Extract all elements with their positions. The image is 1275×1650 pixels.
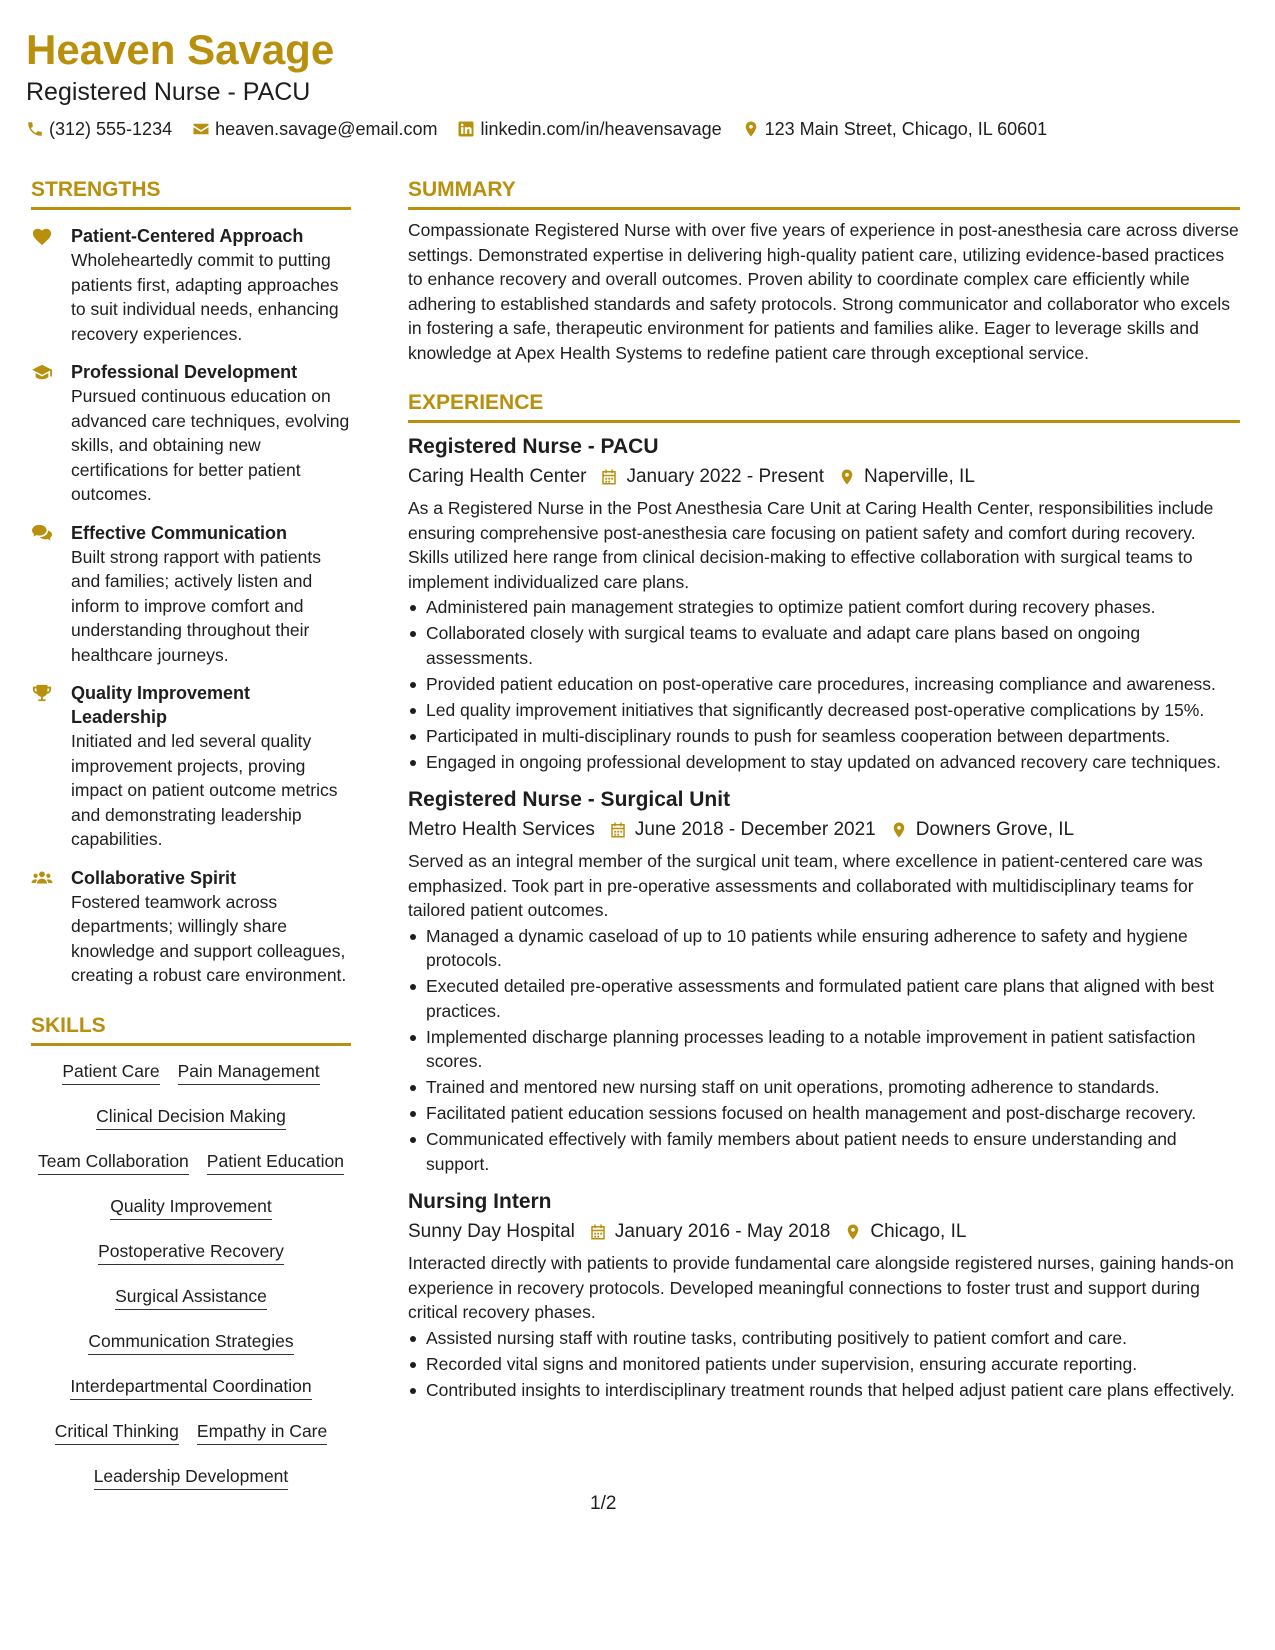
job-bullets <box>408 595 1240 774</box>
job-company: Caring Health Center <box>408 466 587 487</box>
phone-text: (312) 555-1234 <box>49 119 173 139</box>
job-title: Nursing Intern <box>408 1190 552 1213</box>
bullet-item: Provided patient education on post-operative care procedures, increasing compliance and awareness. <box>408 672 1240 697</box>
resume-header <box>26 26 1246 140</box>
job-company: Metro Health Services <box>408 819 595 840</box>
skill-tag: Critical Thinking <box>55 1420 179 1445</box>
right-column <box>408 176 1240 1404</box>
bullet-item: Collaborated closely with surgical teams to evaluate and adapt care plans based on ongoing assessments. <box>408 621 1240 670</box>
job-title: Registered Nurse - Surgical Unit <box>408 788 731 811</box>
skill-tag: Team Collaboration <box>38 1150 189 1175</box>
bullet-item: Executed detailed pre-operative assessments and formulated patient care plans that aligned with best practices. <box>408 974 1240 1023</box>
skills-list <box>31 1060 351 1490</box>
contact-linkedin <box>457 118 721 140</box>
envelope-icon <box>192 120 210 138</box>
trophy-icon <box>31 683 53 703</box>
bullet-item: Assisted nursing staff with routine tasks, contributing positively to patient comfort and care. <box>408 1326 1240 1351</box>
strength-item <box>31 224 351 346</box>
job-meta <box>408 817 1240 843</box>
bullet-item: Implemented discharge planning processes leading to a notable improvement in patient satisfaction scores. <box>408 1025 1240 1074</box>
strength-desc: Fostered teamwork across departments; willingly share knowledge and support colleagues, creating a robust care environment. <box>71 891 347 985</box>
strength-title: Effective Communication <box>71 522 288 543</box>
job-bullets <box>408 1326 1240 1403</box>
skill-tag: Leadership Development <box>94 1465 289 1490</box>
skill-tag: Clinical Decision Making <box>96 1105 286 1130</box>
job-title: Registered Nurse - PACU <box>408 435 659 458</box>
contact-address <box>742 118 1048 140</box>
job-meta <box>408 464 1240 490</box>
strength-item <box>31 866 351 988</box>
job-bullets <box>408 924 1240 1177</box>
strength-desc: Pursued continuous education on advanced care techniques, evolving skills, and obtaining new certifications for better patient outcomes. <box>71 386 350 504</box>
comments-icon <box>31 523 53 543</box>
location-pin-icon <box>844 1223 862 1241</box>
strength-title: Collaborative Spirit <box>71 867 237 888</box>
bullet-item: Trained and mentored new nursing staff on unit operations, promoting adherence to standards. <box>408 1075 1240 1100</box>
job-entry <box>408 1188 1240 1402</box>
job-description: Interacted directly with patients to provide fundamental care alongside registered nurses, gaining hands-on experience in recovery protocols. Developed meaningful connections to foster trust and support during critical recovery phases. <box>408 1253 1234 1322</box>
candidate-name: Heaven Savage <box>26 26 335 73</box>
skill-tag: Communication Strategies <box>88 1330 293 1355</box>
email-text: heaven.savage@email.com <box>215 119 438 139</box>
strength-item <box>31 521 351 668</box>
skill-tag: Postoperative Recovery <box>98 1240 284 1265</box>
skill-tag: Patient Education <box>207 1150 344 1175</box>
bullet-item: Contributed insights to interdisciplinary treatment rounds that helped adjust patient care plans effectively. <box>408 1378 1240 1403</box>
strength-desc: Initiated and led several quality improvement projects, proving impact on patient outcome metrics and demonstrating leadership capabilities. <box>71 731 338 849</box>
linkedin-text: linkedin.com/in/heavensavage <box>480 119 722 139</box>
calendar-icon <box>609 821 627 839</box>
job-company: Sunny Day Hospital <box>408 1221 575 1242</box>
calendar-icon <box>600 468 618 486</box>
location-pin-icon <box>890 821 908 839</box>
skill-tag: Quality Improvement <box>110 1195 271 1220</box>
linkedin-icon <box>457 120 475 138</box>
job-description: Served as an integral member of the surgical unit team, where excellence in patient-centered care was emphasized. Took part in pre-operative assessments and collaborated with multidisciplinary teams for tailored patient outcomes. <box>408 851 1203 920</box>
bullet-item: Managed a dynamic caseload of up to 10 patients while ensuring adherence to safety and hygiene protocols. <box>408 924 1240 973</box>
strength-desc: Built strong rapport with patients and families; actively listen and inform to improve comfort and understanding throughout their healthcare journeys. <box>71 546 321 665</box>
bullet-item: Recorded vital signs and monitored patients under supervision, ensuring accurate reporting. <box>408 1352 1240 1377</box>
skills-heading: SKILLS <box>31 1012 351 1046</box>
skill-tag: Surgical Assistance <box>115 1285 267 1310</box>
contact-bar <box>26 118 1246 140</box>
bullet-item: Participated in multi-disciplinary rounds to push for seamless cooperation between departments. <box>408 724 1240 749</box>
strength-item <box>31 681 351 852</box>
bullet-item: Communicated effectively with family members about patient needs to ensure understanding and support. <box>408 1127 1240 1176</box>
candidate-role: Registered Nurse - PACU <box>26 78 311 106</box>
job-meta <box>408 1219 1240 1245</box>
heart-icon <box>31 226 53 246</box>
skill-tag: Empathy in Care <box>197 1420 327 1445</box>
job-location: Naperville, IL <box>864 466 975 487</box>
strength-title: Professional Development <box>71 362 298 382</box>
summary-text: Compassionate Registered Nurse with over five years of experience in post-anesthesia care across diverse settings. Demonstrated expertise in delivering high-quality patient care, utilizing evidence-based practices to enhance recovery and overall outcomes. Proven ability to coordinate complex care efficiently while adhering to established standards and safety protocols. Strong communicator and collaborator who excels in fostering a safe, therapeutic environment for patients and families alike. Eager to leverage skills and knowledge at Apex Health Systems to redefine patient care through exceptional service. <box>408 220 1239 363</box>
summary-heading: SUMMARY <box>408 176 1240 210</box>
bullet-item: Administered pain management strategies to optimize patient comfort during recovery phases. <box>408 595 1240 620</box>
skill-tag: Interdepartmental Coordination <box>70 1375 311 1400</box>
address-text: 123 Main Street, Chicago, IL 60601 <box>764 119 1048 139</box>
experience-heading: EXPERIENCE <box>408 389 1240 423</box>
job-dates: January 2016 - May 2018 <box>614 1221 831 1242</box>
calendar-icon <box>589 1223 607 1241</box>
job-location: Chicago, IL <box>870 1221 967 1242</box>
strength-title: Quality Improvement Leadership <box>71 683 251 727</box>
location-pin-icon <box>742 120 760 138</box>
strength-item <box>31 360 351 507</box>
users-icon <box>31 868 53 888</box>
job-description: As a Registered Nurse in the Post Anesthesia Care Unit at Caring Health Center, responsibilities include ensuring comprehensive post-anesthesia care focusing on patient safety and comfort during recovery. Skills utilized here range from clinical decision-making to effective collaboration with surgical teams to implement individualized care plans. <box>408 498 1214 592</box>
strength-title: Patient-Centered Approach <box>71 226 304 246</box>
job-dates: January 2022 - Present <box>626 466 824 487</box>
bullet-item: Engaged in ongoing professional development to stay updated on advanced recovery care techniques. <box>408 750 1240 775</box>
left-column <box>31 176 351 1490</box>
skill-tag: Patient Care <box>62 1060 159 1085</box>
skill-tag: Pain Management <box>178 1060 320 1085</box>
bullet-item: Led quality improvement initiatives that significantly decreased post-operative complications by 15%. <box>408 698 1240 723</box>
page-number: 1/2 <box>590 1493 617 1514</box>
contact-phone <box>26 118 172 140</box>
strength-desc: Wholeheartedly commit to putting patients first, adapting approaches to suit individual needs, enhancing recovery experiences. <box>71 250 339 344</box>
phone-icon <box>26 120 44 138</box>
contact-email <box>192 118 437 140</box>
job-entry <box>408 433 1240 774</box>
job-dates: June 2018 - December 2021 <box>634 819 876 840</box>
job-location: Downers Grove, IL <box>915 819 1075 840</box>
bullet-item: Facilitated patient education sessions focused on health management and post-discharge recovery. <box>408 1101 1240 1126</box>
job-entry <box>408 786 1240 1176</box>
strengths-heading: STRENGTHS <box>31 176 351 210</box>
location-pin-icon <box>838 468 856 486</box>
graduation-cap-icon <box>31 362 53 382</box>
